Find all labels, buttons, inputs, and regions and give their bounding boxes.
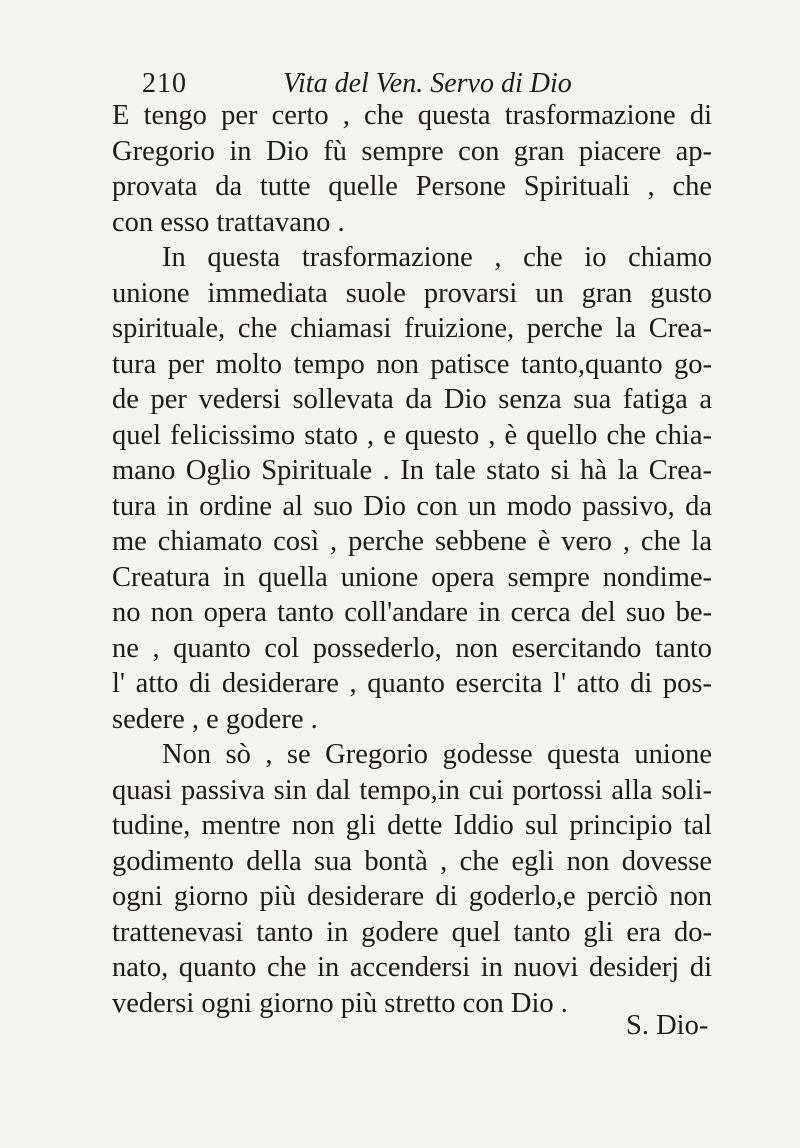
text-line: ogni giorno più desiderare di goderlo,e perciò non	[112, 881, 712, 912]
text-line: con esso trattavano .	[112, 206, 345, 238]
text-line: quel felicissimo stato , e questo , è quello che chia-	[112, 419, 712, 451]
text-line: mano Oglio Spirituale . In tale stato si hà la Crea-	[112, 455, 712, 486]
text-line: tudine, mentre non gli dette Iddio sul principio tal	[112, 810, 712, 841]
text-line: In questa trasformazione , che io chiamo	[162, 242, 712, 273]
running-title: Vita del Ven. Servo di Dio	[283, 68, 572, 99]
text-line: quasi passiva sin dal tempo,in cui portossi alla soli-	[112, 774, 712, 806]
text-line: tura per molto tempo non patisce tanto,quanto go-	[112, 348, 712, 380]
text-line: E tengo per certo , che questa trasformazione di	[112, 100, 712, 131]
text-line: l' atto di desiderare , quanto esercita l' atto di pos-	[112, 668, 712, 699]
text-line: trattenevasi tanto in godere quel tanto gli era do-	[112, 916, 712, 948]
text-line: de per vedersi sollevata da Dio senza sua fatiga a	[112, 384, 712, 415]
page-number: 210	[142, 68, 187, 99]
text-line: sedere , e godere .	[112, 703, 318, 735]
text-line: provata da tutte quelle Persone Spirituali , che	[112, 171, 712, 202]
text-line: vedersi ogni giorno più stretto con Dio .	[112, 987, 568, 1019]
body-text	[112, 98, 712, 1021]
text-line: no non opera tanto coll'andare in cerca del suo be-	[112, 597, 712, 628]
text-line: Non sò , se Gregorio godesse questa unione	[162, 739, 712, 770]
text-line: ne , quanto col possederlo, non esercitando tanto	[112, 632, 712, 664]
text-line: Gregorio in Dio fù sempre con gran piacere ap-	[112, 135, 712, 167]
text-line: Creatura in quella unione opera sempre nondime-	[112, 561, 712, 593]
catchword: S. Dio-	[626, 1010, 709, 1041]
text-line: godimento della sua bontà , che egli non dovesse	[112, 845, 712, 877]
text-line: me chiamato così , perche sebbene è vero , che la	[112, 526, 712, 557]
text-line: nato, quanto che in accendersi in nuovi desiderj di	[112, 952, 712, 983]
text-line: spirituale, che chiamasi fruizione, perche la Crea-	[112, 313, 712, 344]
text-line: tura in ordine al suo Dio con un modo passivo, da	[112, 490, 712, 522]
text-line: unione immediata suole provarsi un gran gusto	[112, 277, 712, 309]
